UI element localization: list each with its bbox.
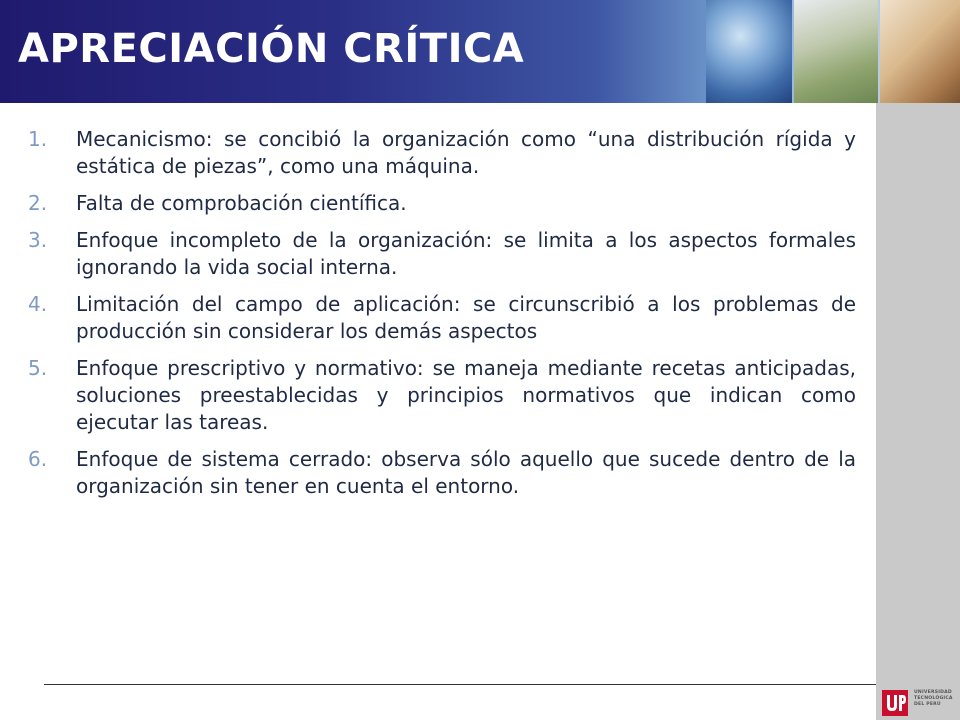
logo-line: UNIVERSIDAD — [914, 690, 952, 695]
header-photo-calculator — [706, 0, 792, 103]
critique-list — [28, 126, 856, 510]
utp-logo-text — [914, 690, 958, 708]
list-item — [28, 355, 856, 436]
list-item — [28, 190, 856, 217]
list-item-text: Falta de comprobación científica. — [76, 191, 407, 215]
list-item-number: 1. — [28, 127, 48, 151]
list-item-number: 4. — [28, 292, 48, 316]
list-item-text: Enfoque de sistema cerrado: observa sólo aquello que sucede dentro de la organización sin tener en cuenta el entorno. — [76, 447, 856, 498]
list-item-number: 5. — [28, 356, 48, 380]
list-item — [28, 126, 856, 180]
logo-line: TECNOLÓGICA — [914, 696, 953, 701]
right-sidebar-panel — [876, 103, 960, 720]
list-item — [28, 291, 856, 345]
utp-logo — [880, 686, 958, 718]
list-item — [28, 227, 856, 281]
list-item-number: 2. — [28, 191, 48, 215]
list-item-number: 6. — [28, 447, 48, 471]
header-photos — [706, 0, 960, 103]
list-item — [28, 446, 856, 500]
list-item-text: Enfoque prescriptivo y normativo: se maneja mediante recetas anticipadas, soluciones preestablecidas y principios normativos que indican como ejecutar las tareas. — [76, 356, 856, 434]
logo-line: DEL PERÚ — [914, 702, 941, 707]
header-photo-documents — [880, 0, 960, 103]
slide-title: APRECIACIÓN CRÍTICA — [18, 26, 525, 72]
list-item-text: Limitación del campo de aplicación: se circunscribió a los problemas de producción sin considerar los demás aspectos — [76, 292, 856, 343]
header-photo-coins — [794, 0, 878, 103]
utp-logo-icon — [880, 688, 910, 718]
list-item-text: Enfoque incompleto de la organización: se limita a los aspectos formales ignorando la vida social interna. — [76, 228, 856, 279]
list-item-text: Mecanicismo: se concibió la organización como “una distribución rígida y estática de piezas”, como una máquina. — [76, 127, 856, 178]
footer-divider — [44, 684, 876, 685]
list-item-number: 3. — [28, 228, 48, 252]
header-banner — [0, 0, 960, 103]
